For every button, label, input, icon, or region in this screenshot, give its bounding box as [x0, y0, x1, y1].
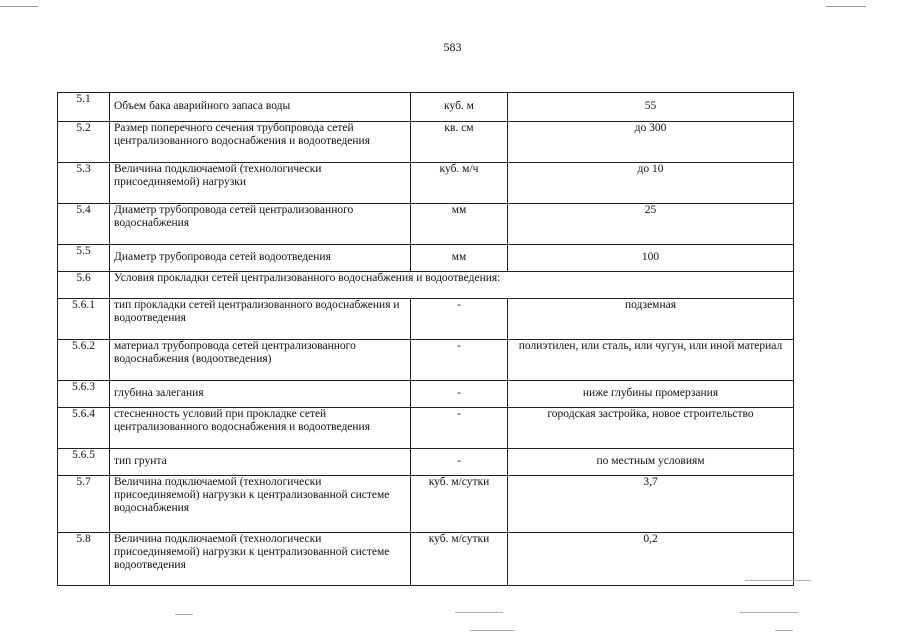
parameter-value: 25 — [508, 204, 794, 245]
page-number: 583 — [443, 40, 462, 54]
unit-of-measure: куб. м/ч — [411, 163, 508, 204]
unit-of-measure: мм — [411, 245, 508, 272]
row-number: 5.5 — [58, 245, 110, 272]
unit-of-measure: - — [411, 381, 508, 408]
unit-of-measure: мм — [411, 204, 508, 245]
parameter-name: Размер поперечного сечения трубопровода сетей централизованного водоснабжения и водоотведения — [110, 122, 411, 163]
unit-of-measure: куб. м/сутки — [411, 476, 508, 533]
parameter-name: Величина подключаемой (технологически присоединяемой) нагрузки — [110, 163, 411, 204]
unit-of-measure: - — [411, 340, 508, 381]
table-row — [58, 122, 794, 163]
scan-noise — [175, 614, 193, 615]
unit-of-measure: куб. м/сутки — [411, 533, 508, 586]
row-number: 5.1 — [58, 93, 110, 122]
parameter-value: 100 — [508, 245, 794, 272]
parameter-value: 3,7 — [508, 476, 794, 533]
parameter-value: подземная — [508, 299, 794, 340]
parameter-name: тип грунта — [110, 449, 411, 476]
table-row — [58, 340, 794, 381]
scan-edge-mark-right — [826, 6, 866, 7]
table-row — [58, 381, 794, 408]
row-number: 5.6.1 — [58, 299, 110, 340]
parameter-value: 0,2 — [508, 533, 794, 586]
parameter-name: глубина залегания — [110, 381, 411, 408]
table-row — [58, 204, 794, 245]
unit-of-measure: - — [411, 299, 508, 340]
row-number: 5.2 — [58, 122, 110, 163]
scan-noise — [470, 630, 515, 631]
section-heading: Условия прокладки сетей централизованного водоснабжения и водоотведения: — [110, 272, 794, 299]
scan-noise — [775, 630, 793, 631]
row-number: 5.6.3 — [58, 381, 110, 408]
scan-noise — [455, 612, 503, 613]
parameter-value: городская застройка, новое строительство — [508, 408, 794, 449]
parameter-name: Величина подключаемой (технологически присоединяемой) нагрузки к централизованной системе водоснабжения — [110, 476, 411, 533]
parameter-name: стесненность условий при прокладке сетей централизованного водоснабжения и водоотведения — [110, 408, 411, 449]
table-row — [58, 245, 794, 272]
parameter-value: 55 — [508, 93, 794, 122]
row-number: 5.4 — [58, 204, 110, 245]
parameter-value: до 300 — [508, 122, 794, 163]
table-row — [58, 163, 794, 204]
table-row — [58, 93, 794, 122]
parameter-name: Диаметр трубопровода сетей водоотведения — [110, 245, 411, 272]
scan-noise — [745, 580, 811, 581]
row-number: 5.6.5 — [58, 449, 110, 476]
table-row — [58, 449, 794, 476]
unit-of-measure: - — [411, 408, 508, 449]
table-row — [58, 408, 794, 449]
parameter-name: Диаметр трубопровода сетей централизованного водоснабжения — [110, 204, 411, 245]
unit-of-measure: куб. м — [411, 93, 508, 122]
parameter-name: Величина подключаемой (технологически присоединяемой) нагрузки к централизованной системе водоотведения — [110, 533, 411, 586]
table-row — [58, 476, 794, 533]
specification-table — [57, 92, 794, 586]
row-number: 5.6.2 — [58, 340, 110, 381]
unit-of-measure: - — [411, 449, 508, 476]
unit-of-measure: кв. см — [411, 122, 508, 163]
row-number: 5.7 — [58, 476, 110, 533]
scan-edge-mark-left — [0, 6, 38, 7]
table-row — [58, 533, 794, 586]
parameter-name: материал трубопровода сетей централизованного водоснабжения (водоотведения) — [110, 340, 411, 381]
row-number: 5.3 — [58, 163, 110, 204]
parameter-value: полиэтилен, или сталь, или чугун, или иной материал — [508, 340, 794, 381]
row-number: 5.6.4 — [58, 408, 110, 449]
parameter-name: Объем бака аварийного запаса воды — [110, 93, 411, 122]
table-row — [58, 299, 794, 340]
table-row — [58, 272, 794, 299]
parameter-value: ниже глубины промерзания — [508, 381, 794, 408]
row-number: 5.6 — [58, 272, 110, 299]
row-number: 5.8 — [58, 533, 110, 586]
parameter-value: по местным условиям — [508, 449, 794, 476]
parameter-value: до 10 — [508, 163, 794, 204]
parameter-name: тип прокладки сетей централизованного водоснабжения и водоотведения — [110, 299, 411, 340]
scan-noise — [740, 612, 798, 613]
